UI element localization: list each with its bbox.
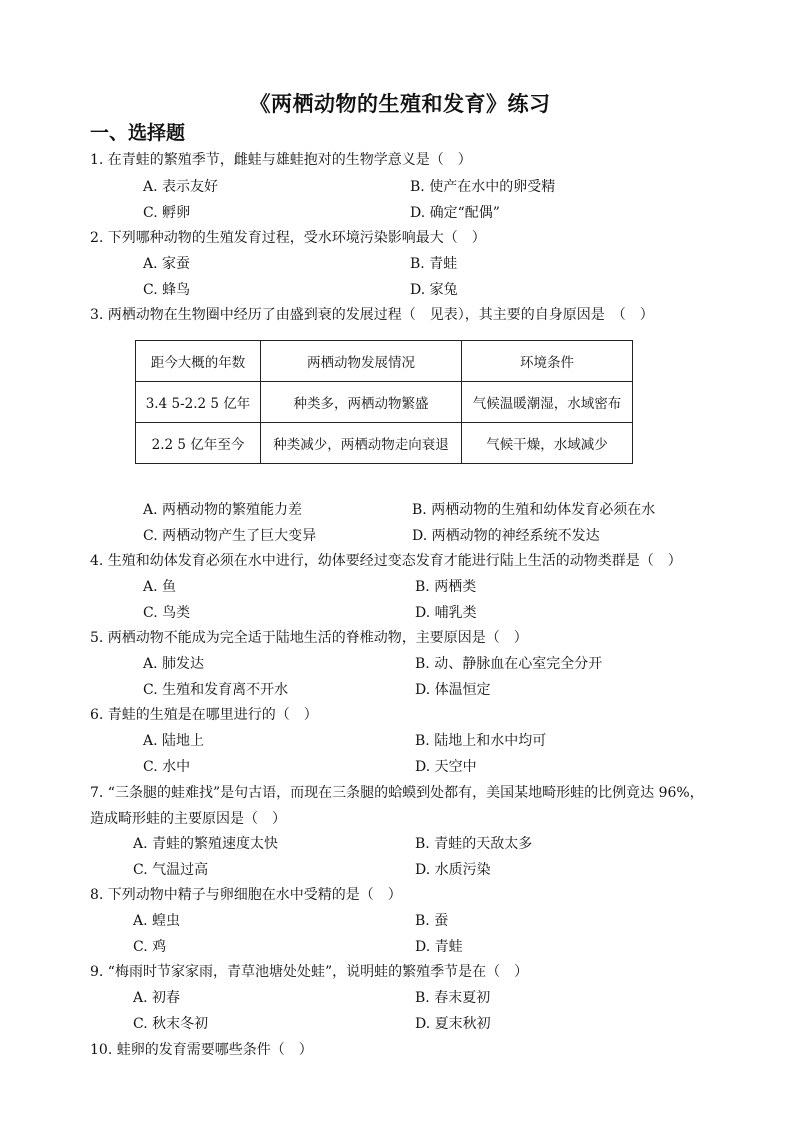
table-cell: 气候干燥，水域减少 xyxy=(462,423,633,464)
q3-option-b: B. 两栖动物的生殖和幼体发育必须在水 xyxy=(412,502,656,518)
question-6: 6. 青蛙的生殖是在哪里进行的（ ） xyxy=(90,707,318,723)
question-1: 1. 在青蛙的繁殖季节，雌蛙与雄蛙抱对的生物学意义是（ ） xyxy=(90,152,472,168)
q5-option-c: C. 生殖和发育离不开水 xyxy=(143,682,289,698)
q1-option-b: B. 使产在水中的卵受精 xyxy=(410,179,556,195)
table-cell: 气候温暖潮湿，水域密布 xyxy=(462,382,633,423)
q9-option-a: A. 初春 xyxy=(133,990,181,1006)
q6-option-a: A. 陆地上 xyxy=(143,733,205,749)
q2-option-c: C. 蜂鸟 xyxy=(143,282,191,298)
table-row xyxy=(136,382,633,423)
q7-option-c: C. 气温过高 xyxy=(133,862,209,878)
q3-option-c: C. 两栖动物产生了巨大变异 xyxy=(143,528,317,544)
table-header-cell: 环境条件 xyxy=(462,341,633,382)
question-9: 9. “梅雨时节家家雨，青草池塘处处蛙”，说明蛙的繁殖季节是在（ ） xyxy=(90,964,529,980)
q9-option-b: B. 春末夏初 xyxy=(415,990,491,1006)
section-heading: 一、选择题 xyxy=(90,122,186,144)
q6-option-c: C. 水中 xyxy=(143,759,191,775)
q4-option-c: C. 鸟类 xyxy=(143,605,191,621)
table-cell: 3.4 5-2.2 5 亿年 xyxy=(136,382,261,423)
q7-option-d: D. 水质污染 xyxy=(415,862,491,878)
q2-option-b: B. 青蛙 xyxy=(410,256,458,272)
table-cell: 种类多，两栖动物繁盛 xyxy=(261,382,462,423)
q7-option-b: B. 青蛙的天敌太多 xyxy=(415,836,533,852)
q3-option-a: A. 两栖动物的繁殖能力差 xyxy=(143,502,303,518)
question-4: 4. 生殖和幼体发育必须在水中进行，幼体要经过变态发育才能进行陆上生活的动物类群是（ ） xyxy=(90,553,682,569)
question-5: 5. 两栖动物不能成为完全适于陆地生活的脊椎动物，主要原因是（ ） xyxy=(90,630,528,646)
q5-option-d: D. 体温恒定 xyxy=(415,682,491,698)
q1-option-a: A. 表示友好 xyxy=(143,179,219,195)
q2-option-a: A. 家蚕 xyxy=(143,256,191,272)
question-7: 7. “三条腿的蛙难找”是句古语，而现在三条腿的蛤蟆到处都有，美国某地畸形蛙的比例竟达 96%，造成畸形蛙的主要原因是（ ） xyxy=(90,785,704,827)
q8-option-b: B. 蚕 xyxy=(415,913,449,929)
q8-option-c: C. 鸡 xyxy=(133,939,167,955)
q8-option-a: A. 蝗虫 xyxy=(133,913,181,929)
amphibian-history-table xyxy=(135,340,633,464)
q9-option-d: D. 夏末秋初 xyxy=(415,1016,491,1032)
question-3: 3. 两栖动物在生物圈中经历了由盛到衰的发展过程（ 见表），其主要的自身原因是 （ ） xyxy=(90,307,654,323)
table-cell: 2.2 5 亿年至今 xyxy=(136,423,261,464)
q5-option-a: A. 肺发达 xyxy=(143,656,205,672)
q9-option-c: C. 秋末冬初 xyxy=(133,1016,209,1032)
q6-option-d: D. 天空中 xyxy=(415,759,477,775)
table-cell: 种类减少，两栖动物走向衰退 xyxy=(261,423,462,464)
q1-option-d: D. 确定“配偶” xyxy=(410,205,500,221)
table-header-row xyxy=(136,341,633,382)
table-header-cell: 两栖动物发展情况 xyxy=(261,341,462,382)
q8-option-d: D. 青蛙 xyxy=(415,939,463,955)
table-header-cell: 距今大概的年数 xyxy=(136,341,261,382)
q4-option-b: B. 两栖类 xyxy=(415,579,477,595)
q7-option-a: A. 青蛙的繁殖速度太快 xyxy=(133,836,279,852)
q6-option-b: B. 陆地上和水中均可 xyxy=(415,733,547,749)
q4-option-d: D. 哺乳类 xyxy=(415,605,477,621)
question-10: 10. 蛙卵的发育需要哪些条件（ ） xyxy=(90,1042,313,1058)
q2-option-d: D. 家兔 xyxy=(410,282,458,298)
q5-option-b: B. 动、静脉血在心室完全分开 xyxy=(415,656,603,672)
question-2: 2. 下列哪种动物的生殖发育过程，受水环境污染影响最大（ ） xyxy=(90,230,486,246)
q1-option-c: C. 孵卵 xyxy=(143,205,191,221)
q3-option-d: D. 两栖动物的神经系统不发达 xyxy=(412,528,600,544)
q4-option-a: A. 鱼 xyxy=(143,579,177,595)
question-8: 8. 下列动物中精子与卵细胞在水中受精的是（ ） xyxy=(90,887,402,903)
page-title: 《两栖动物的生殖和发育》练习 xyxy=(249,92,551,116)
table-row xyxy=(136,423,633,464)
